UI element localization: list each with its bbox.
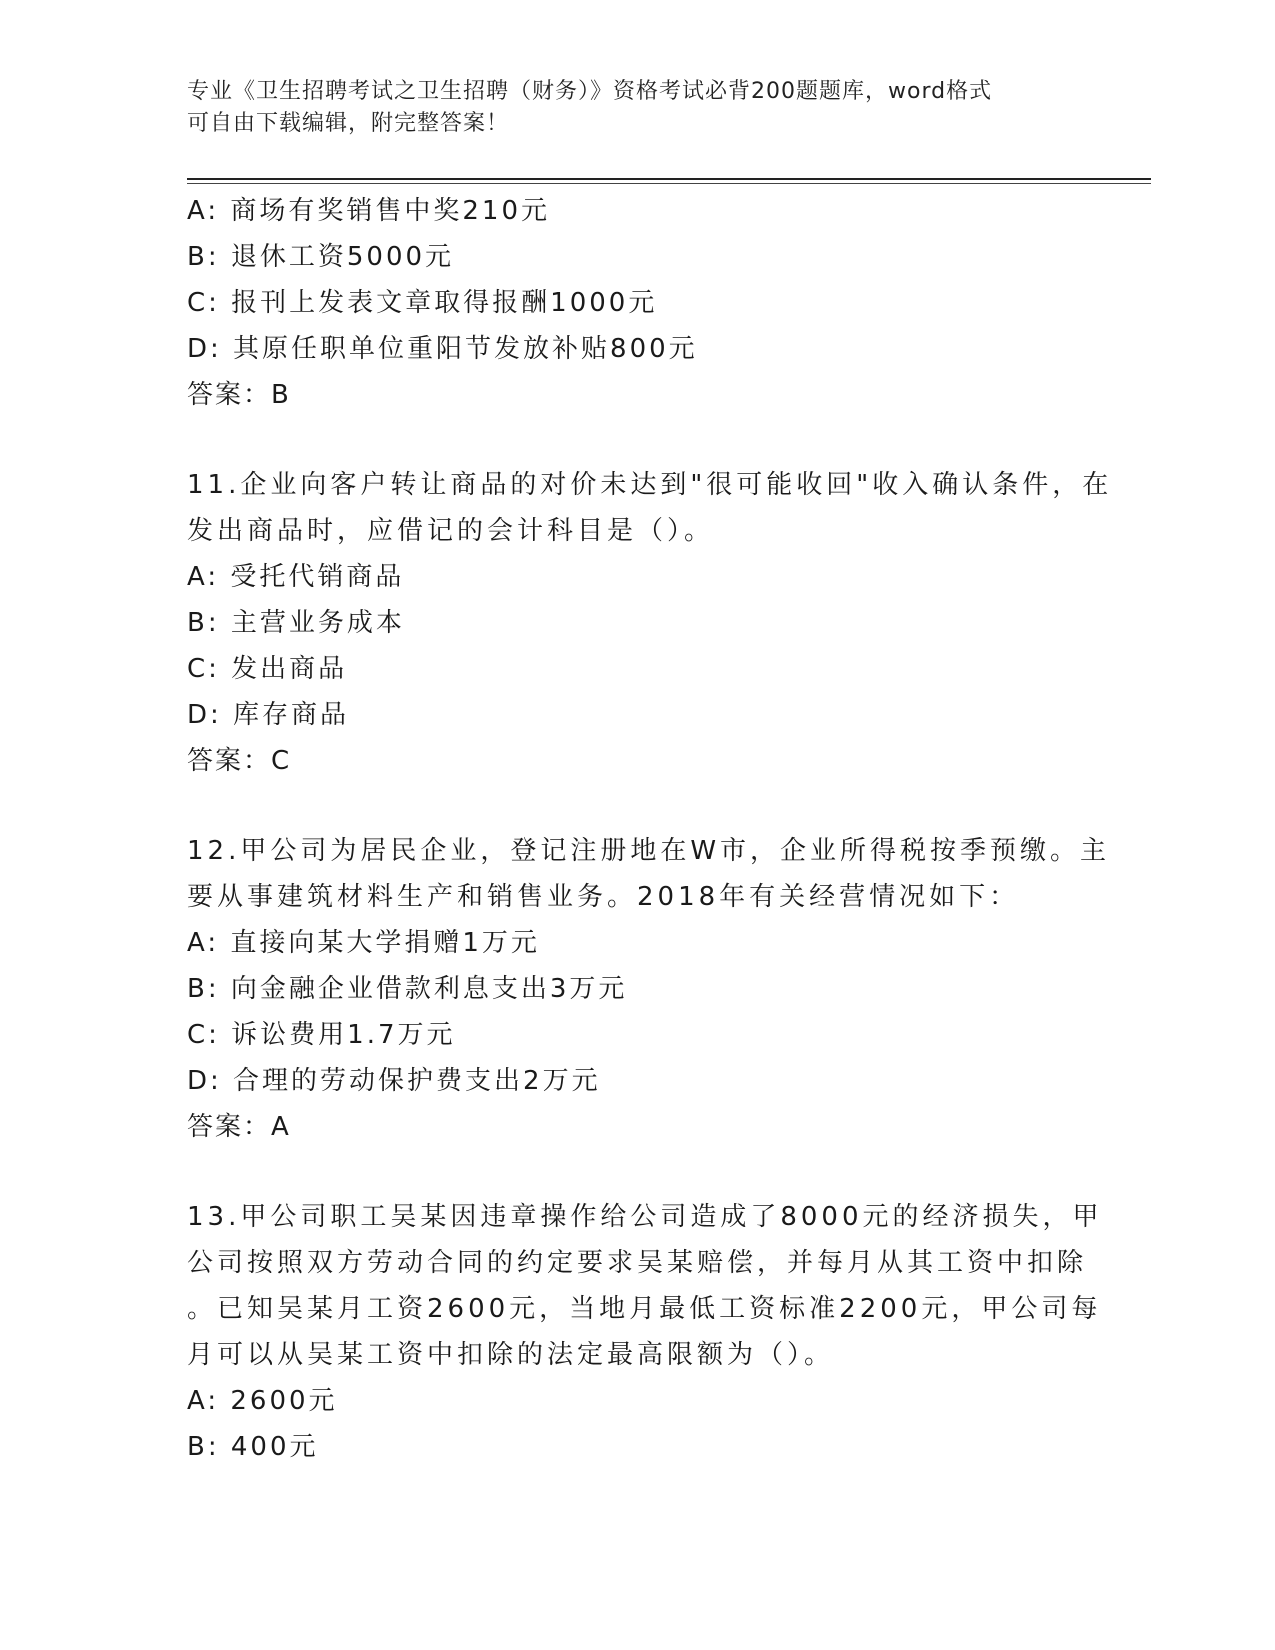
- question-13: [187, 1194, 1103, 1470]
- answer: 答案：C: [187, 746, 292, 776]
- question-10-continued: [187, 188, 1087, 418]
- option-a: A: 2600元: [187, 1386, 338, 1416]
- option-c: C: 发出商品: [187, 654, 348, 684]
- option-b: B: 400元: [187, 1432, 319, 1462]
- option-b: B: 退休工资5000元: [187, 242, 455, 272]
- option-a: A: 商场有奖销售中奖210元: [187, 196, 550, 226]
- answer: 答案：B: [187, 380, 291, 410]
- option-c: C: 报刊上发表文章取得报酬1000元: [187, 288, 658, 318]
- option-a: A: 受托代销商品: [187, 562, 405, 592]
- question-text-line: 发出商品时，应借记的会计科目是（）。: [187, 516, 715, 546]
- question-text-line: 13.甲公司职工吴某因违章操作给公司造成了8000元的经济损失，甲: [187, 1202, 1103, 1232]
- option-c: C: 诉讼费用1.7万元: [187, 1020, 456, 1050]
- header-divider-thick: [187, 178, 1151, 180]
- header-title-line-1: 专业《卫生招聘考试之卫生招聘（财务）》资格考试必背200题题库，word格式: [187, 79, 993, 104]
- question-text-line: 。已知吴某月工资2600元，当地月最低工资标准2200元，甲公司每: [187, 1294, 1102, 1324]
- header-divider-thin: [187, 183, 1151, 184]
- option-b: B: 向金融企业借款利息支出3万元: [187, 974, 628, 1004]
- option-d: D: 其原任职单位重阳节发放补贴800元: [187, 334, 698, 364]
- page-header: [187, 76, 1087, 140]
- question-text-line: 12.甲公司为居民企业，登记注册地在W市，企业所得税按季预缴。主: [187, 836, 1111, 866]
- header-title-line-2: 可自由下载编辑，附完整答案！: [187, 111, 510, 136]
- question-list: [187, 188, 1113, 1470]
- question-text-line: 公司按照双方劳动合同的约定要求吴某赔偿，并每月从其工资中扣除: [187, 1248, 1088, 1278]
- question-text-line: 要从事建筑材料生产和销售业务。2018年有关经营情况如下：: [187, 882, 1020, 912]
- question-11: [187, 462, 1113, 784]
- option-b: B: 主营业务成本: [187, 608, 405, 638]
- question-text-line: 月可以从吴某工资中扣除的法定最高限额为（）。: [187, 1340, 835, 1370]
- option-d: D: 库存商品: [187, 700, 350, 730]
- question-text-line: 11.企业向客户转让商品的对价未达到"很可能收回"收入确认条件，在: [187, 470, 1113, 500]
- option-d: D: 合理的劳动保护费支出2万元: [187, 1066, 601, 1096]
- option-a: A: 直接向某大学捐赠1万元: [187, 928, 540, 958]
- question-12: [187, 828, 1111, 1150]
- answer: 答案：A: [187, 1112, 291, 1142]
